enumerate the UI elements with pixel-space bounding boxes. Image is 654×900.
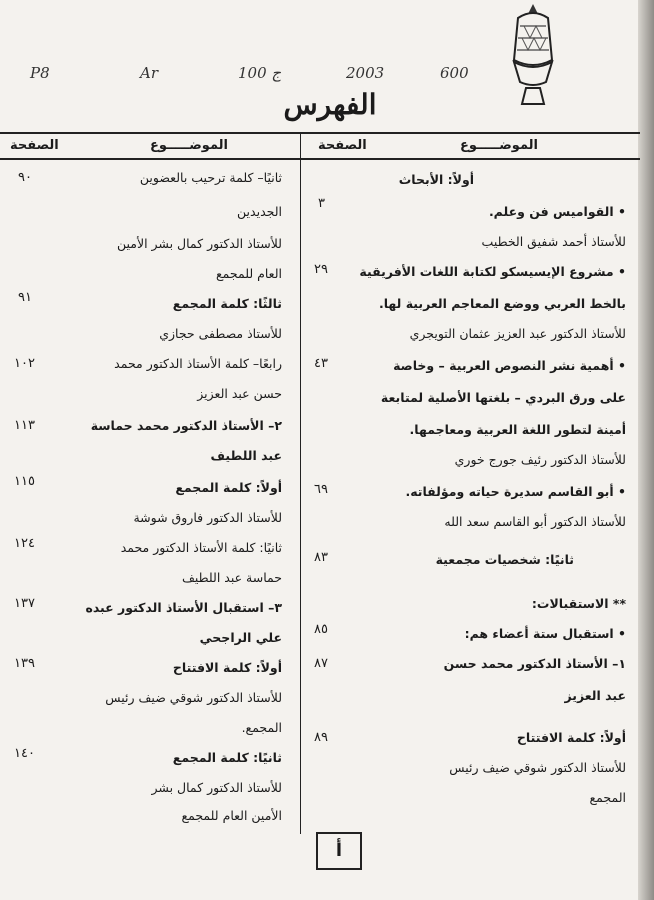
toc-entry: رابعًا– كلمة الأستاذ الدكتور محمد bbox=[114, 356, 282, 371]
toc-entry: علي الراجحي bbox=[199, 630, 282, 645]
toc-page-number: ٣ bbox=[318, 196, 325, 211]
toc-entry: على ورق البردي – بلغتها الأصلية لمتابعة bbox=[380, 390, 626, 405]
toc-entry: أولاً: كلمة المجمع bbox=[175, 480, 282, 495]
toc-entry: أولاً: الأبحاث bbox=[398, 172, 474, 187]
toc-author: للأستاذ الدكتور عبد العزيز عثمان التويجري bbox=[409, 326, 626, 341]
toc-entry: أمينة لتطور اللغة العربية ومعاجمها. bbox=[409, 422, 626, 437]
toc-entry: ثالثًا: كلمة المجمع bbox=[172, 296, 282, 311]
toc-page-number: ١٣٩ bbox=[14, 656, 35, 671]
toc-author: للأستاذ الدكتور كمال بشر bbox=[151, 780, 282, 795]
toc-entry: • استقبال ستة أعضاء هم: bbox=[464, 626, 626, 641]
handwritten-note: P8 bbox=[30, 64, 50, 82]
toc-author: للأستاذ الدكتور فاروق شوشة bbox=[133, 510, 282, 525]
toc-page-number: ١١٣ bbox=[14, 418, 35, 433]
handwritten-note: 600 bbox=[440, 64, 469, 82]
left-subject-header: الموضـــــوع bbox=[150, 138, 229, 153]
toc-entry: • أبو القاسم سديرة حياته ومؤلفاته. bbox=[405, 484, 626, 499]
right-page-header: الصفحة bbox=[318, 138, 367, 153]
toc-page-number: ٨٩ bbox=[314, 730, 328, 745]
toc-page-number: ١٣٧ bbox=[14, 596, 35, 611]
toc-page-number: ٤٣ bbox=[314, 356, 328, 371]
toc-page-number: ٨٣ bbox=[314, 550, 328, 565]
toc-entry: أولاً: كلمة الافتتاح bbox=[172, 660, 282, 675]
scanned-page-edge bbox=[638, 0, 654, 900]
toc-entry: حماسة عبد اللطيف bbox=[181, 570, 282, 585]
toc-entry: أولاً: كلمة الافتتاح bbox=[516, 730, 626, 745]
toc-page-number: ١١٥ bbox=[14, 474, 35, 489]
toc-entry: بالخط العربي ووضع المعاجم العربية لها. bbox=[378, 296, 626, 311]
page-number: أ bbox=[316, 832, 362, 870]
header-bottom-rule bbox=[0, 158, 640, 160]
toc-author: للأستاذ الدكتور شوقي ضيف رئيس bbox=[105, 690, 282, 705]
toc-page-number: ١٢٤ bbox=[14, 536, 35, 551]
toc-entry: ثانيًا– كلمة ترحيب بالعضوين bbox=[139, 170, 282, 185]
toc-entry: عبد اللطيف bbox=[210, 448, 282, 463]
toc-author: للأستاذ الدكتور كمال بشر الأمين bbox=[116, 236, 282, 251]
column-divider bbox=[300, 134, 301, 834]
toc-author: للأستاذ مصطفى حجازي bbox=[159, 326, 282, 341]
handwritten-note: 2003 bbox=[346, 64, 385, 82]
toc-entry: • مشروع الإيسيسكو لكتابة اللغات الأفريقية bbox=[359, 264, 626, 279]
toc-author: للأستاذ الدكتور شوقي ضيف رئيس bbox=[449, 760, 626, 775]
toc-entry: ثانيًا: كلمة المجمع bbox=[172, 750, 282, 765]
toc-author: المجمع bbox=[589, 790, 626, 805]
toc-entry: عبد العزيز bbox=[564, 688, 626, 703]
toc-page-number: ١٠٢ bbox=[14, 356, 35, 371]
toc-entry: • أهمية نشر النصوص العربية – وخاصة bbox=[393, 358, 626, 373]
left-page-header: الصفحة bbox=[10, 138, 59, 153]
right-subject-header: الموضـــــوع bbox=[460, 138, 539, 153]
toc-author: للأستاذ أحمد شفيق الخطيب bbox=[481, 234, 626, 249]
handwritten-note: 100 ج bbox=[238, 64, 282, 82]
toc-author: الأمين العام للمجمع bbox=[181, 808, 282, 823]
header-top-rule bbox=[0, 132, 640, 134]
toc-entry: ١– الأستاذ الدكتور محمد حسن bbox=[443, 656, 626, 671]
toc-page-number: ٨٥ bbox=[314, 622, 328, 637]
toc-page-number: ٢٩ bbox=[314, 262, 328, 277]
toc-page-number: ٩٠ bbox=[18, 170, 32, 185]
toc-author: للأستاذ الدكتور أبو القاسم سعد الله bbox=[444, 514, 626, 529]
toc-page-number: ٨٧ bbox=[314, 656, 328, 671]
toc-page-number: ٦٩ bbox=[314, 482, 328, 497]
toc-entry: ٣– استقبال الأستاذ الدكتور عبده bbox=[85, 600, 282, 615]
toc-entry: الجديدين bbox=[237, 204, 282, 219]
toc-page-number: ٩١ bbox=[18, 290, 32, 305]
toc-author: للأستاذ الدكتور رئيف جورج خوري bbox=[454, 452, 626, 467]
page-title: الفهرس bbox=[283, 88, 377, 121]
toc-entry: ٢– الأستاذ الدكتور محمد حماسة bbox=[90, 418, 282, 433]
lamp-logo-icon bbox=[500, 0, 566, 110]
toc-entry: ثانيًا: كلمة الأستاذ الدكتور محمد bbox=[120, 540, 282, 555]
toc-entry: • القواميس فن وعلم. bbox=[488, 204, 626, 219]
toc-author: العام للمجمع bbox=[216, 266, 282, 281]
toc-page-number: ١٤٠ bbox=[14, 746, 35, 761]
toc-author: المجمع. bbox=[241, 720, 282, 735]
handwritten-note: Ar bbox=[140, 64, 159, 82]
toc-entry: حسن عبد العزيز bbox=[197, 386, 282, 401]
toc-entry: ** الاستقبالات: bbox=[531, 596, 626, 611]
toc-entry: ثانيًا: شخصيات مجمعية bbox=[435, 552, 574, 567]
